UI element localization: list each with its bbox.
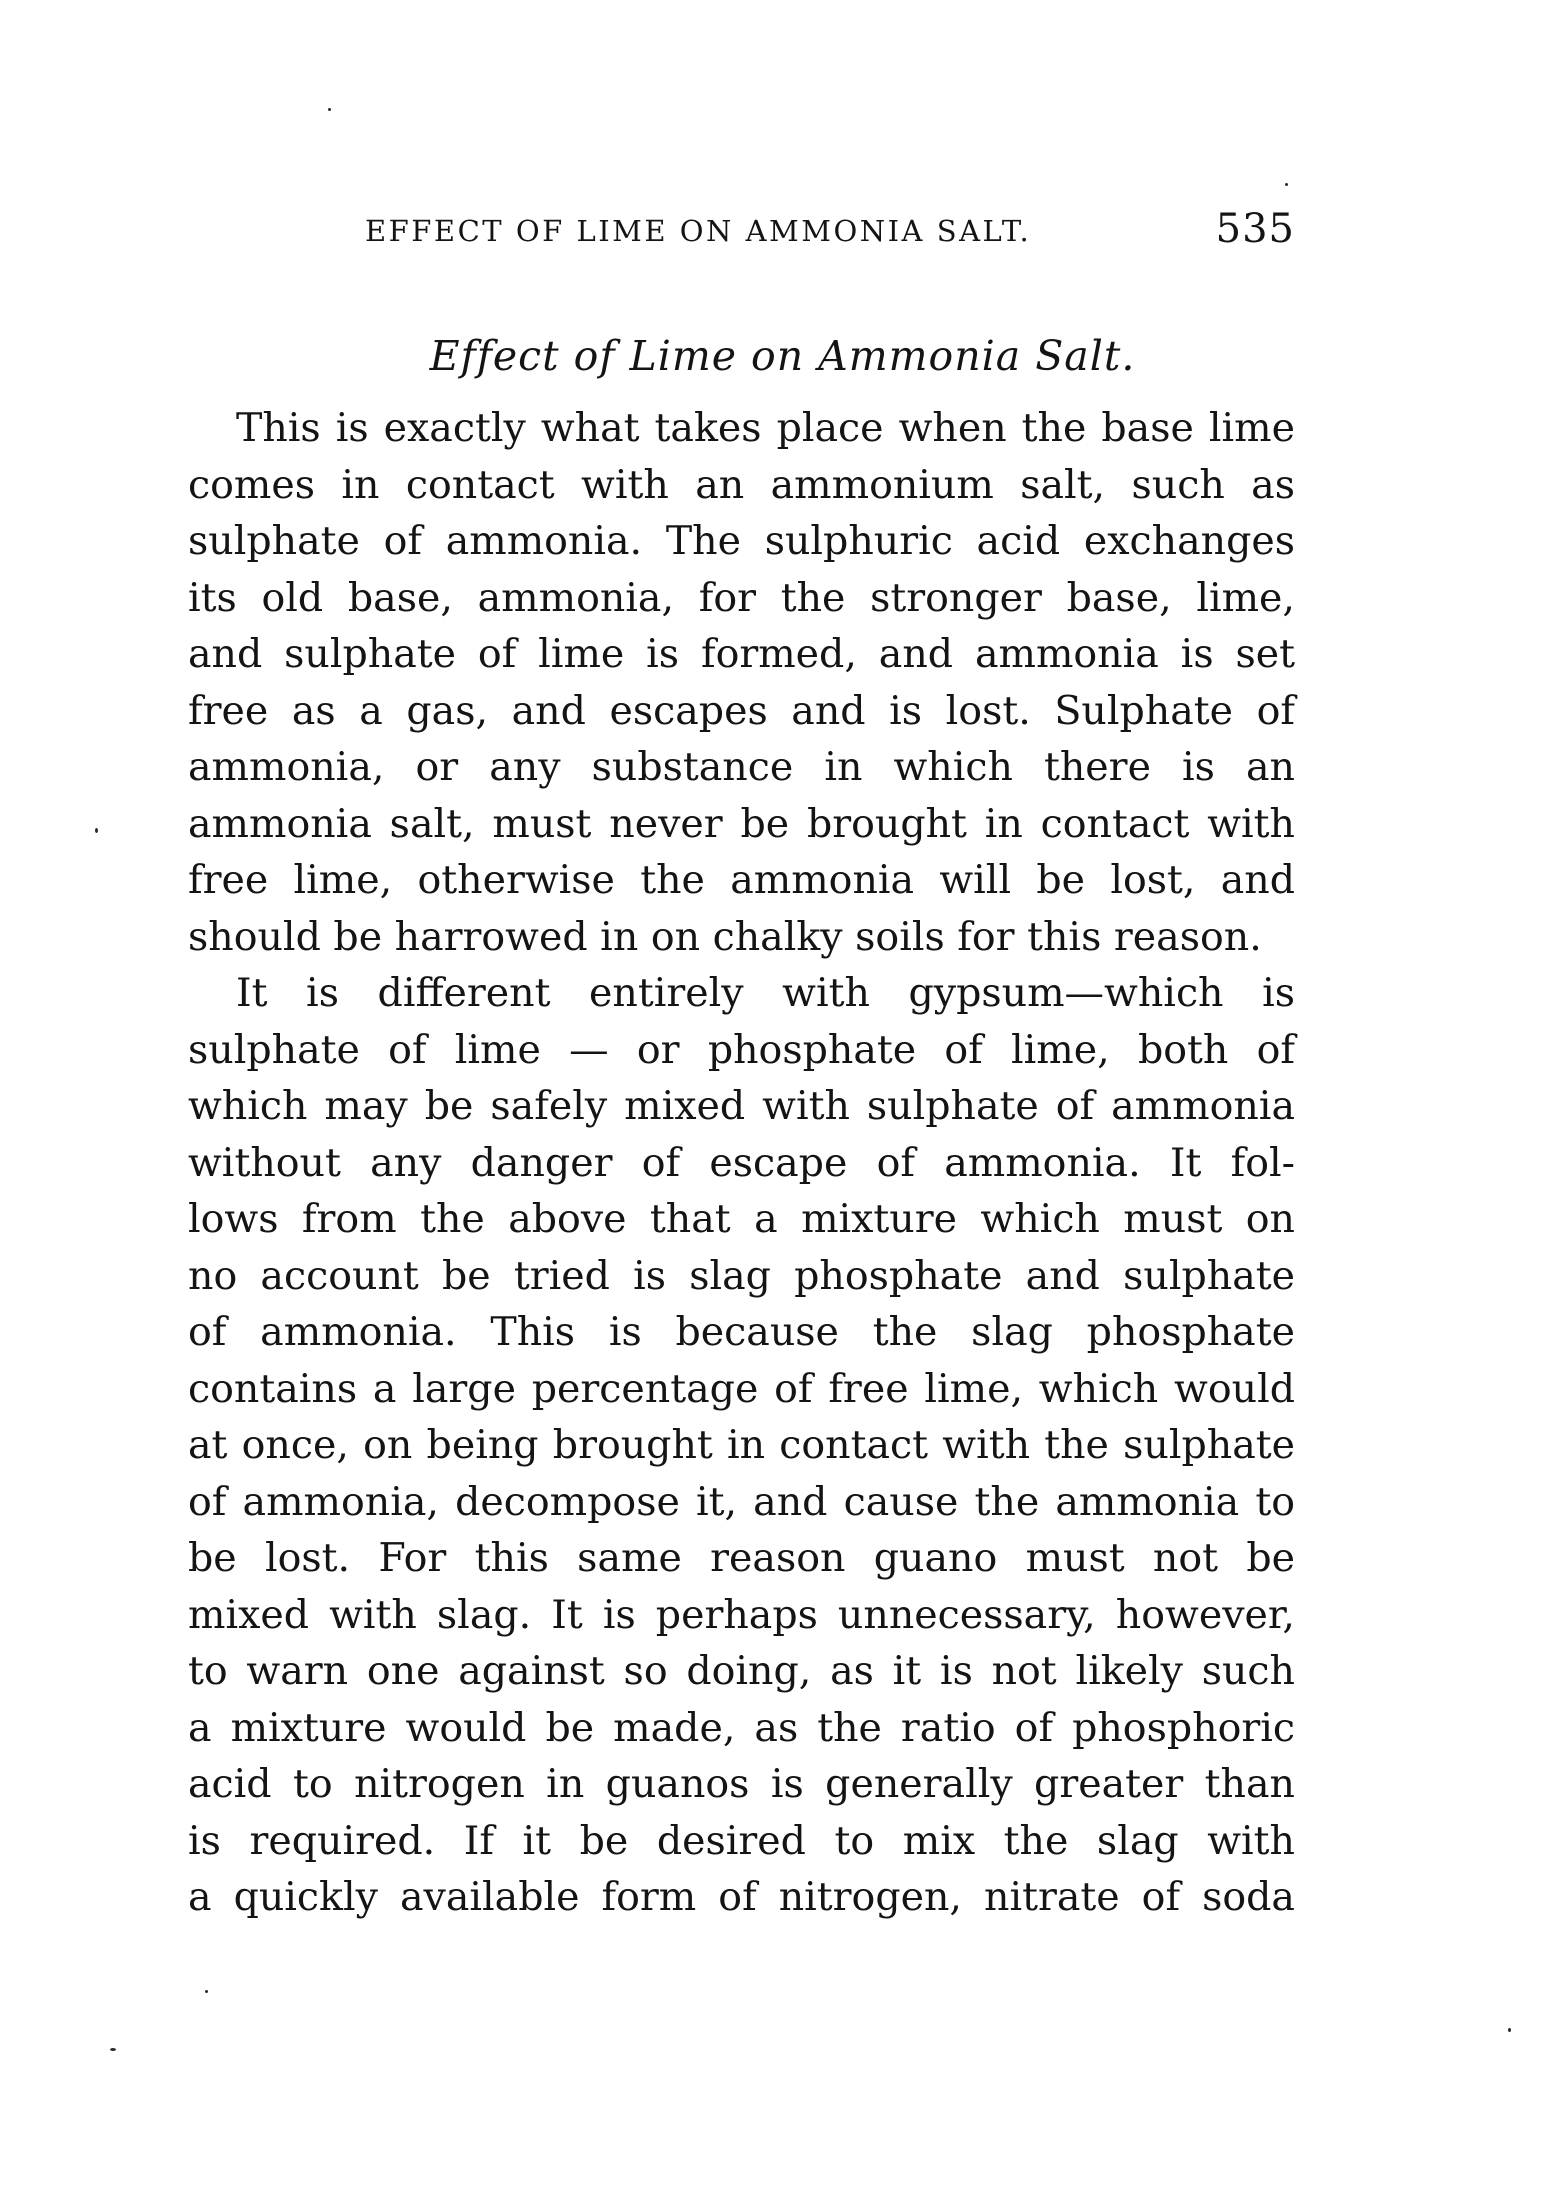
paragraph-2: [188, 965, 1295, 1926]
text-line: without any danger of escape of ammonia. It fol-: [188, 1139, 1295, 1186]
text-line: which may be safely mixed with sulphate of ammonia: [188, 1083, 1295, 1129]
scan-speck: [110, 2048, 116, 2051]
section-heading: Effect of Lime on Ammonia Salt.: [429, 332, 1136, 380]
text-line: mixed with slag. It is perhaps unnecessary, however,: [188, 1591, 1295, 1638]
text-line: a quickly available form of nitrogen, nitrate of soda: [188, 1874, 1295, 1920]
text-line: lows from the above that a mixture which must on: [188, 1196, 1295, 1242]
text-line: is required. If it be desired to mix the slag with: [188, 1817, 1295, 1864]
text-line: its old base, ammonia, for the stronger base, lime,: [188, 574, 1295, 621]
scan-speck: [95, 828, 98, 833]
body-text: [188, 400, 1295, 1926]
text-line: of ammonia. This is because the slag phosphate: [188, 1309, 1295, 1355]
running-title: EFFECT OF LIME ON AMMONIA SALT.: [365, 214, 1032, 248]
text-line: should be harrowed in on chalky soils for this reason.: [188, 913, 1262, 960]
text-line: sulphate of lime — or phosphate of lime, both of: [188, 1026, 1295, 1073]
text-line: contains a large percentage of free lime, which would: [188, 1365, 1295, 1412]
text-line: ammonia, or any substance in which there is an: [188, 744, 1295, 790]
scan-speck: [205, 1990, 208, 1993]
scan-speck: [328, 108, 331, 111]
text-line: It is different entirely with gypsum—which is: [236, 970, 1295, 1016]
text-line: be lost. For this same reason guano must not be: [188, 1535, 1295, 1581]
text-line: and sulphate of lime is formed, and ammonia is set: [188, 631, 1295, 677]
text-line: no account be tried is slag phosphate and sulphate: [188, 1252, 1295, 1299]
text-line: free as a gas, and escapes and is lost. Sulphate of: [188, 687, 1295, 734]
text-line: This is exactly what takes place when the base lime: [236, 405, 1295, 451]
text-line: to warn one against so doing, as it is not likely such: [188, 1648, 1295, 1694]
text-line: acid to nitrogen in guanos is generally greater than: [188, 1761, 1295, 1807]
text-line: free lime, otherwise the ammonia will be lost, and: [188, 857, 1295, 903]
running-head: [365, 206, 1295, 266]
text-line: at once, on being brought in contact with the sulphate: [188, 1422, 1295, 1468]
text-line: of ammonia, decompose it, and cause the ammonia to: [188, 1478, 1295, 1525]
text-line: a mixture would be made, as the ratio of phosphoric: [188, 1704, 1295, 1751]
paragraph-1: [188, 400, 1295, 965]
text-line: ammonia salt, must never be brought in contact with: [188, 800, 1295, 847]
scan-speck: [1285, 183, 1288, 186]
scan-speck: [1508, 2028, 1511, 2032]
text-line: comes in contact with an ammonium salt, such as: [188, 461, 1295, 508]
page-number: 535: [1215, 206, 1295, 252]
text-line: sulphate of ammonia. The sulphuric acid exchanges: [188, 518, 1295, 564]
